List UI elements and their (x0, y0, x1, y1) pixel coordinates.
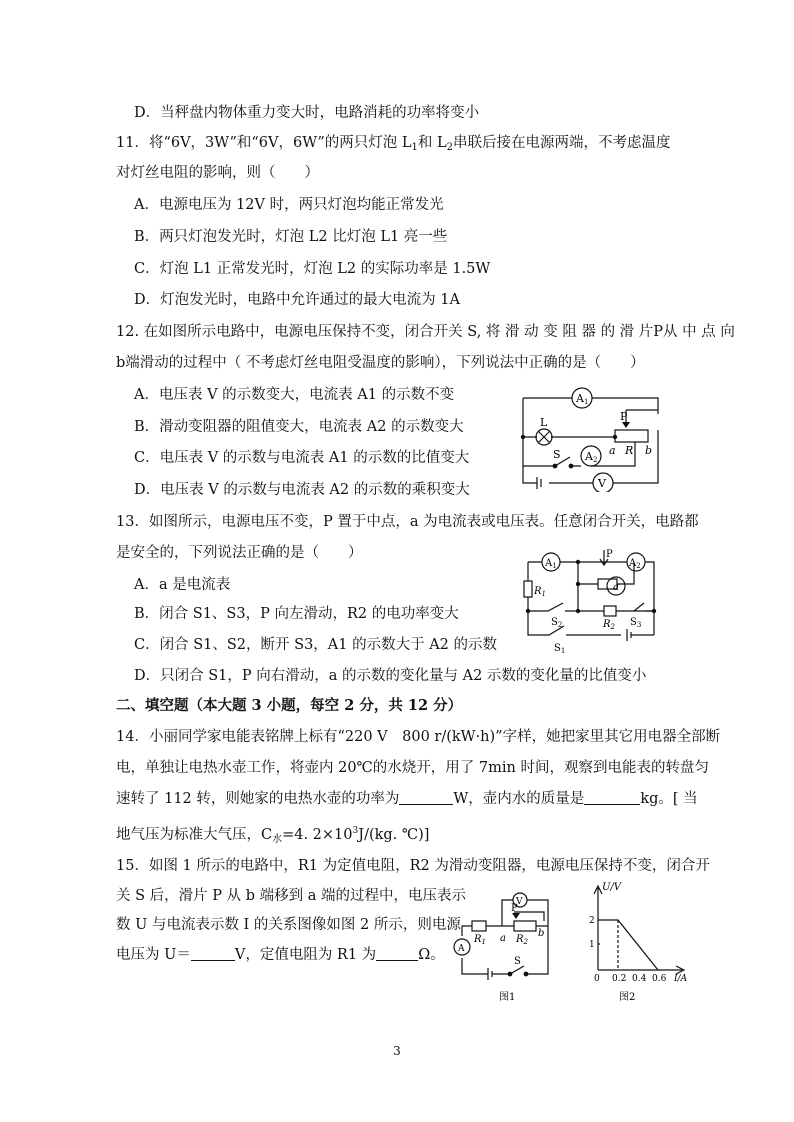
q13-fig-switch-s2: $S_2$ (551, 617, 563, 629)
q13-fig-switch-s1: $S_1$ (554, 643, 566, 655)
q15-fig1-switch-s: S (514, 956, 521, 967)
q13-stem-line2: 是安全的，下列说法正确的是（ ） (116, 545, 363, 561)
q15-fig1-resistor-r2: $R_2$ (516, 934, 528, 946)
q11-option-d: D．灯泡发光时，电路中允许通过的最大电流为 1A (134, 292, 460, 308)
q15-fig2-ytick-1: 1 (589, 940, 595, 950)
q13-circuit-diagram (518, 545, 668, 657)
q12-fig-lamp-label: L (540, 416, 548, 429)
q11-stem-line2: 对灯丝电阻的影响，则（ ） (116, 165, 319, 181)
q15-fig2-xtick-06: 0.6 (652, 974, 667, 984)
q12-fig-voltmeter-v: V (598, 477, 606, 490)
q15-text-a: 电压为 U＝ (116, 947, 191, 963)
q12-fig-switch-s: S (553, 448, 561, 461)
q13-fig-ammeter-a2: $A_2$ (629, 558, 641, 570)
section2-title: 二、填空题（本大题 3 小题，每空 2 分，共 12 分） (116, 697, 463, 714)
q15-fig1-slider-p: P (511, 903, 518, 914)
q14-text-b: W，壶内水的质量是 (453, 791, 585, 807)
q14-stem-line1: 14．小丽同学家电能表铭牌上标有“220 V 800 r/(kW·h)”字样，她把家里其它用电器全部断 (116, 729, 721, 745)
q15-stem-line4 (116, 946, 445, 964)
q15-fig1-caption: 图1 (499, 992, 516, 1003)
q13-fig-switch-s3: $S_3$ (630, 617, 642, 629)
q13-fig-ammeter-a1: $A_1$ (545, 558, 557, 570)
q12-fig-end-b: b (645, 444, 653, 457)
q15-fig1-ammeter-a: A (458, 944, 465, 954)
q12-fig-slider-p: P (620, 410, 628, 423)
q15-blank-voltage[interactable] (191, 946, 235, 961)
q15-text-c: Ω。 (418, 947, 445, 963)
q12-fig-ammeter-a2: A2 (585, 450, 598, 464)
q15-fig2-ylabel: U/V (602, 882, 622, 893)
q15-fig2-origin: 0 (594, 974, 600, 984)
q15-blank-resistance[interactable] (376, 946, 418, 961)
q11-stem-line1 (116, 134, 671, 157)
q14-sup-3: 3 (352, 826, 359, 836)
q15-text-b: V，定值电阻为 R1 为 (234, 947, 377, 963)
q15-fig2-caption: 图2 (619, 992, 636, 1003)
q12-option-d: D．电压表 V 的示数与电流表 A2 的示数的乘积变大 (134, 482, 470, 498)
q11-sub-1: 1 (411, 142, 418, 153)
q15-fig2-xtick-04: 0.4 (632, 974, 647, 984)
q14-stem-line4 (116, 822, 429, 849)
q11-text-a: 11．将“6V，3W”和“6V，6W”的两只灯泡 L (116, 135, 412, 151)
q12-circuit-diagram (515, 380, 665, 492)
q15-stem-line3: 数 U 与电流表示数 I 的关系图像如图 2 所示，则电源 (116, 917, 461, 933)
q14-blank-power[interactable] (399, 790, 453, 805)
q12-fig-end-a: a (609, 444, 616, 457)
q12-option-b: B．滑动变阻器的阻值变大，电流表 A2 的示数变大 (134, 419, 464, 435)
q12-stem-line2: b端滑动的过程中（ 不考虑灯丝电阻受温度的影响），下列说法中正确的是（ ） (116, 355, 645, 371)
q15-fig1-circuit (452, 884, 564, 1004)
q15-stem-line2: 关 S 后，滑片 P 从 b 端移到 a 端的过程中，电压表示 (116, 888, 466, 904)
q10-option-d: D．当秤盘内物体重力变大时，电路消耗的功率将变小 (134, 105, 480, 121)
q15-fig1-end-a: a (500, 933, 506, 944)
q12-option-a: A．电压表 V 的示数变大，电流表 A1 的示数不变 (134, 387, 455, 403)
q12-option-c: C．电压表 V 的示数与电流表 A1 的示数的比值变大 (134, 450, 470, 466)
q11-text-b: 和 L (417, 135, 447, 151)
q13-option-c: C．闭合 S1、S2，断开 S3，A1 的示数大于 A2 的示数 (134, 637, 498, 653)
page-number: 3 (393, 1044, 401, 1058)
q11-option-b: B．两只灯泡发光时，灯泡 L2 比灯泡 L1 亮一些 (134, 229, 448, 245)
q15-fig2-graph (586, 880, 690, 1004)
q15-fig2-xtick-02: 0.2 (612, 974, 627, 984)
q14-text-f: J/(kg. ℃)] (358, 827, 430, 843)
q13-option-a: A．a 是电流表 (134, 577, 231, 593)
q13-fig-meter-a: a (613, 582, 619, 593)
q13-fig-resistor-r2: $R_2$ (603, 619, 615, 631)
q14-stem-line2: 电，单独让电热水壶工作，将壶内 20℃的水烧开，用了 7min 时间，观察到电能表的转盘匀 (116, 760, 709, 776)
q14-text-a: 速转了 112 转，则她家的电热水壶的功率为 (116, 791, 400, 807)
q14-sub-water: 水 (272, 834, 283, 845)
q12-stem-line1: 12. 在如图所示电路中，电源电压保持不变，闭合开关 S, 将 滑 动 变 阻 器 的 滑 片P从 中 点 向 (116, 324, 735, 340)
q13-fig-resistor-r1: $R_1$ (534, 586, 546, 598)
q13-fig-slider-p: P (606, 549, 613, 560)
q11-option-c: C．灯泡 L1 正常发光时，灯泡 L2 的实际功率是 1.5W (134, 261, 491, 277)
q14-text-c: kg。[ 当 (640, 791, 698, 807)
q13-stem-line1: 13．如图所示，电源电压不变，P 置于中点，a 为电流表或电压表。任意闭合开关，电路都 (116, 514, 699, 530)
q11-sub-2: 2 (446, 142, 454, 153)
q14-text-d: 地气压为标准大气压，C (116, 827, 273, 843)
q13-option-d: D．只闭合 S1，P 向右滑动，a 的示数的变化量与 A2 示数的变化量的比值变小 (134, 668, 647, 684)
q15-fig2-ytick-2: 2 (589, 916, 595, 926)
q15-fig1-resistor-r1: $R_1$ (474, 934, 486, 946)
q15-fig2-xlabel: I/A (674, 974, 688, 984)
q15-stem-line1: 15．如图 1 所示的电路中，R1 为定值电阻，R2 为滑动变阻器，电源电压保持不变，闭合开 (116, 858, 710, 874)
q13-option-b: B．闭合 S1、S3，P 向左滑动，R2 的电功率变大 (134, 606, 459, 622)
q14-blank-mass[interactable] (584, 790, 640, 805)
q12-fig-ammeter-a1: A1 (576, 392, 589, 406)
q15-fig1-end-b: b (538, 928, 545, 939)
q11-text-c: 串联后接在电源两端，不考虑温度 (453, 135, 671, 151)
q11-option-a: A．电源电压为 12V 时，两只灯泡均能正常发光 (134, 197, 444, 213)
q14-stem-line3 (116, 790, 698, 808)
q14-text-e: =4. 2×10 (282, 827, 353, 843)
q15-fig1-voltmeter-v: V (516, 897, 523, 907)
q12-fig-resistor-r: R (625, 444, 634, 457)
